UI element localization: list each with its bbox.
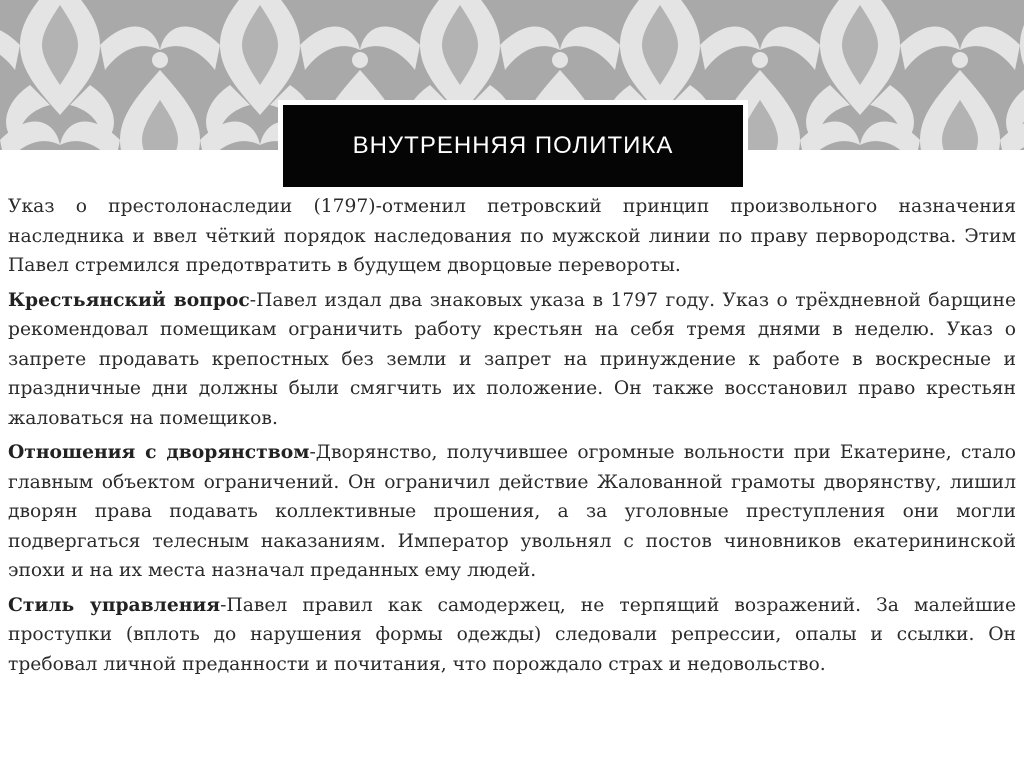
slide-title: ВНУТРЕННЯЯ ПОЛИТИКА	[352, 132, 674, 159]
title-background	[283, 105, 743, 187]
paragraph-text: -Павел издал два знаковых указа в 1797 году. Указ о трёхдневной барщине рекомендовал помещикам ограничить работу крестьян на себя тремя днями в неделю. Указ о запрете продавать крепостных без земли и запрет на принуждение к работе в воскресные и праздничные дни должны были смягчить их положение. Он также восстановил право крестьян жаловаться на помещиков.	[8, 289, 1016, 429]
paragraph-heading: Крестьянский вопрос	[8, 288, 250, 311]
paragraph-succession-decree	[8, 192, 1016, 281]
paragraph-governance-style	[8, 591, 1016, 680]
paragraph-nobility-relations	[8, 438, 1016, 586]
paragraph-heading: Отношения с дворянством	[8, 441, 310, 463]
title-frame	[278, 100, 748, 192]
paragraph-heading: Стиль управления	[8, 593, 221, 616]
paragraph-text: Указ о престолонаследии (1797)-отменил петровский принцип произвольного назначения наследника и ввел чёткий порядок наследования по мужской линии по праву первородства. Этим Павел стремился предотвратить в будущем дворцовые перевороты.	[8, 196, 1016, 276]
slide-body	[8, 192, 1016, 684]
paragraph-peasant-question	[8, 286, 1016, 434]
paragraph-text: -Павел правил как самодержец, не терпящий возражений. За малейшие проступки (вплоть до нарушения формы одежды) следовали репрессии, опалы и ссылки. Он требовал личной преданности и почитания, что порождало страх и недовольство.	[8, 594, 1017, 675]
paragraph-text: -Дворянство, получившее огромные вольности при Екатерине, стало главным объектом ограничений. Он ограничил действие Жалованной грамоты дворянству, лишил дворян права подавать коллективные прошения, а за уголовные преступления они могли подвергаться телесным наказаниям. Император увольнял с постов чиновников екатерининской эпохи и на их места назначал преданных ему людей.	[8, 442, 1016, 581]
